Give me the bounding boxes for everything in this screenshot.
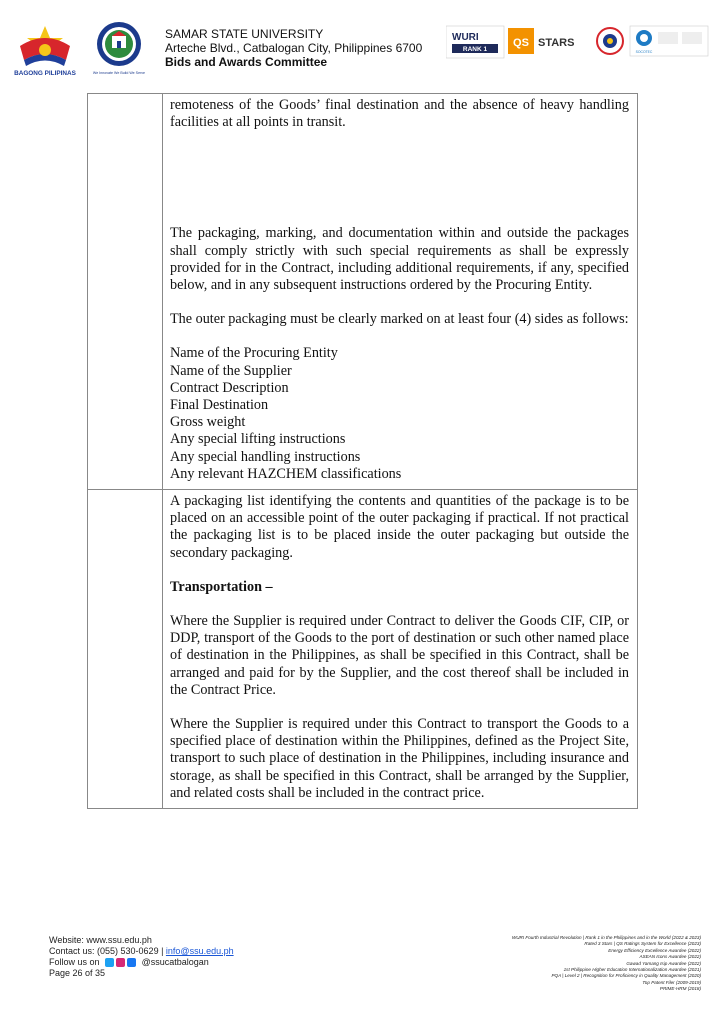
award-line: Rated 3 Stars | QS Ratings System for Excellence (2023) [584, 941, 701, 947]
svg-text:STARS: STARS [538, 37, 575, 49]
list-item: Any special lifting instructions [170, 431, 346, 448]
award-line: Top Patent Filer (2009-2019) [642, 979, 701, 985]
svg-text:RANK 1: RANK 1 [462, 46, 488, 53]
facebook-icon[interactable] [127, 958, 136, 967]
ssu-tagline: We Innovate We Build We Serve [92, 71, 146, 75]
social-icons [105, 958, 136, 967]
paragraph: remoteness of the Goods’ final destination and the absence of heavy handling facilities at all points in transit. [170, 97, 629, 131]
row-content-cell [163, 490, 638, 809]
bagong-pilipinas-text: BAGONG PILIPINAS [14, 70, 76, 77]
accreditation-badges [446, 22, 712, 62]
list-item: Gross weight [170, 414, 246, 431]
footer-contact [49, 935, 234, 979]
wurI-badge [446, 26, 504, 58]
qs-stars-badge [508, 28, 574, 54]
footer-contact-line [49, 946, 234, 957]
socotec-badge [630, 26, 708, 56]
page-header [0, 0, 725, 80]
footer-social-line [49, 957, 234, 968]
paragraph: Where the Supplier is required under Contract to deliver the Goods CIF, CIP, or DDP, transport of the Goods to the port of destination or such other named place of destination in the Philippines, as shall be specified in this Contract, shall be arranged and paid for by the Supplier, and the cost thereof shall be included in the Contract Price. [170, 613, 629, 698]
award-line: 1st Philippine Higher Education Internationalization Awardee (2021) [563, 967, 701, 973]
award-line: WURI Fourth Industrial Revolution | Rank 1 in the Philippines and in the World (2022 & 2023) [511, 935, 701, 940]
university-name: SAMAR STATE UNIVERSITY [165, 27, 324, 41]
row-label-cell [88, 490, 163, 809]
row-label-cell [88, 94, 163, 490]
award-seal-badge [597, 28, 623, 54]
paragraph: A packaging list identifying the contents and quantities of the package is to be placed on an accessible point of the outer packaging if practical. If not practical the packaging list is to be placed inside the outer packaging but outside the secondary packaging. [170, 493, 629, 561]
instagram-icon[interactable] [116, 958, 125, 967]
svg-text:SOCOTEC: SOCOTEC [635, 50, 653, 54]
committee-name: Bids and Awards Committee [165, 55, 328, 69]
email-link[interactable]: info@ssu.edu.ph [165, 946, 234, 956]
table-row [88, 490, 638, 809]
list-item: Contract Description [170, 379, 289, 396]
list-item: Final Destination [170, 397, 269, 414]
list-item: Any special handling instructions [170, 448, 361, 465]
award-line: PRIME-HRM (2018) [659, 986, 701, 992]
list-item: Name of the Procuring Entity [170, 345, 338, 362]
footer-phone: Contact us: (055) 530-0629 | [49, 946, 166, 956]
header-text-block [165, 27, 422, 69]
follow-label: Follow us on [49, 957, 100, 967]
row-content-cell [163, 94, 638, 490]
page-number: Page 26 of 35 [49, 968, 106, 978]
ssu-seal-logo [84, 20, 154, 76]
list-item: Name of the Supplier [170, 362, 292, 379]
list-item: Any relevant HAZCHEM classifications [170, 465, 402, 482]
award-line: PQA | Level 2 | Recognition for Proficiency in Quality Management (2020) [551, 973, 701, 979]
bagong-pilipinas-logo [14, 22, 76, 78]
social-handle: @ssucatbalogan [141, 957, 209, 967]
award-line: Gawad Yamang Isip Awardee (2022) [626, 960, 701, 966]
paragraph: The packaging, marking, and documentation within and outside the packages shall comply strictly with such special requirements as shall be expressly provided for in the Contract, including additional requirements, if any, specified below, and in any subsequent instructions ordered by the Procuring Entity. [170, 225, 629, 294]
svg-text:QS: QS [513, 37, 529, 49]
footer-awards [401, 935, 701, 993]
paragraph: The outer packaging must be clearly marked on at least four (4) sides as follows: [170, 311, 629, 328]
university-address: Arteche Blvd., Catbalogan City, Philippines 6700 [165, 41, 423, 55]
twitter-icon[interactable] [105, 958, 114, 967]
svg-text:WURI: WURI [452, 32, 479, 43]
paragraph: Where the Supplier is required under this Contract to transport the Goods to a specified place of destination within the Philippines, defined as the Project Site, transport to such place of destination in the Philippines, including insurance and storage, as shall be specified in this Contract, shall be arranged by the Supplier, and related costs shall be included in the contract price. [170, 716, 629, 801]
footer-website: Website: www.ssu.edu.ph [49, 935, 152, 945]
table-row [88, 94, 638, 490]
specification-table [87, 93, 638, 809]
section-heading: Transportation – [170, 578, 273, 595]
award-line: Energy Efficiency Excellence Awardee (2022) [608, 947, 701, 953]
award-line: ASEAN Icons Awardee (2022) [639, 954, 701, 960]
